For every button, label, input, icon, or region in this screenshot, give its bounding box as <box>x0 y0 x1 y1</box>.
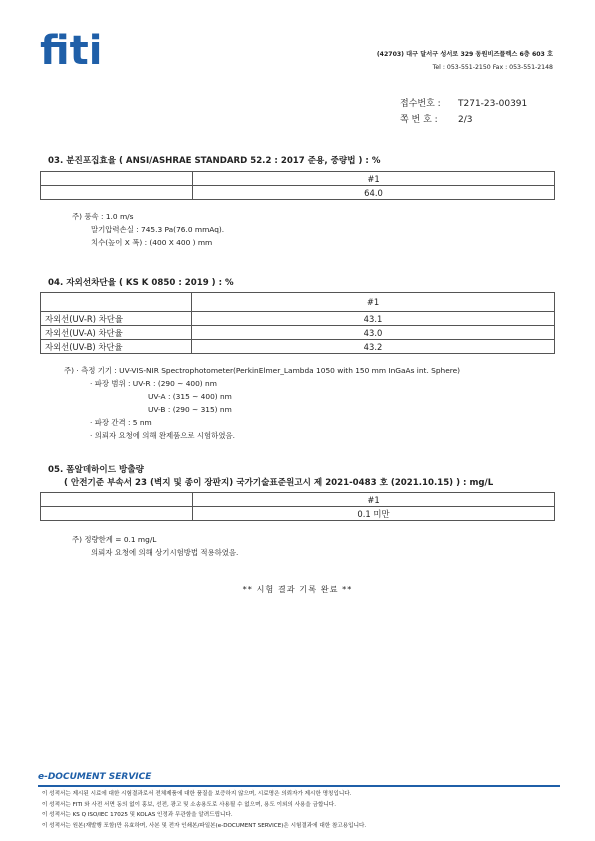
section5-heading: 05. 폼알데하이드 방출량 <box>48 465 144 475</box>
section3-note: 주) 풍속 : 1.0 m/s <box>72 212 134 221</box>
section3-note: 치수(높이 X 폭) : (400 X 400 ) mm <box>91 238 213 247</box>
end-of-results: ** 시험 결과 기록 완료 ** <box>242 584 353 594</box>
logo-wordmark: fiti <box>40 30 103 72</box>
uv-b-value: 43.2 <box>192 340 555 354</box>
receipt-number-label: 접수번호 : <box>400 99 441 109</box>
section4-table <box>40 292 555 354</box>
contact-text: Tel : 053-551-2150 Fax : 053-551-2148 <box>432 64 553 71</box>
section3-table <box>40 171 555 200</box>
section5-notes <box>72 533 238 559</box>
section5-table <box>40 492 555 521</box>
section4-notes <box>64 364 460 442</box>
section4-col-header: #1 <box>192 293 555 312</box>
footer-notes <box>42 789 366 831</box>
fiti-logo <box>40 30 136 72</box>
uv-r-value: 43.1 <box>192 312 555 326</box>
section4-note: · 의뢰자 요청에 의해 완제품으로 시험하였음. <box>90 431 235 440</box>
section4-note: · 파장 범위 : UV-R : (290 ~ 400) nm <box>90 379 217 388</box>
uv-b-label: 자외선(UV-B) 차단율 <box>41 340 192 354</box>
e-document-service-title: e-DOCUMENT SERVICE <box>38 772 152 782</box>
section5-note: 의뢰자 요청에 의해 상기시험방법 적용하였음. <box>91 548 239 557</box>
section4-note: 주) · 측정 기기 : UV-VIS-NIR Spectrophotometer(PerkinElmer_Lambda 1050 with 150 mm InGaAs int. Sphere) <box>64 366 461 375</box>
section3-note: 말기압력손실 : 745.3 Pa(76.0 mmAq). <box>91 225 225 234</box>
receipt-info <box>400 96 527 128</box>
section5-col-header: #1 <box>193 493 555 507</box>
section3-notes <box>72 210 224 249</box>
section5-note: 주) 정량한계 = 0.1 mg/L <box>72 535 157 544</box>
table-row <box>41 326 555 340</box>
uv-r-label: 자외선(UV-R) 차단율 <box>41 312 192 326</box>
uv-a-value: 43.0 <box>192 326 555 340</box>
address-block <box>377 48 553 74</box>
table-row <box>41 340 555 354</box>
footer-note: 이 성적서는 KS Q ISO/IEC 17025 및 KOLAS 인정과 무관함을 알려드립니다. <box>42 812 233 818</box>
section4-heading: 04. 자외선차단율 ( KS K 0850 : 2019 ) : % <box>48 278 234 288</box>
section4-note: · 파장 간격 : 5 nm <box>90 418 152 427</box>
page-number-label: 쪽 번 호 : <box>400 115 438 125</box>
footer-note: 이 성적서는 원본(재발행 포함)만 유효하며, 사본 및 전자 인쇄본/파일본(e-DOCUMENT SERVICE)은 시험결과에 대한 참고용입니다. <box>42 822 367 829</box>
footer-note: 이 성적서는 제시된 시료에 대한 시험결과로서 전체제품에 대한 품질을 보증하지 않으며, 시료명은 의뢰자가 제시한 명칭입니다. <box>42 791 352 797</box>
section4-note: UV-B : (290 ~ 315) nm <box>148 405 232 414</box>
footer-divider <box>38 785 560 787</box>
section3-heading: 03. 분진포집효율 ( ANSI/ASHRAE STANDARD 52.2 : 2017 준용, 중량법 ) : % <box>48 156 381 166</box>
section5-subheading: ( 안전기준 부속서 23 (벽지 및 종이 장판지) 국가기술표준원고시 제 2021-0483 호 (2021.10.15) ) : mg/L <box>64 478 494 488</box>
receipt-number-value: T271-23-00391 <box>458 99 528 109</box>
section4-note: UV-A : (315 ~ 400) nm <box>148 392 232 401</box>
uv-a-label: 자외선(UV-A) 차단율 <box>41 326 192 340</box>
address-text: (42703) 대구 달서구 성서로 329 동원비즈플렉스 6층 603 호 <box>376 51 553 58</box>
footer-note: 이 성적서는 FITI 와 사전 서면 동의 없이 홍보, 선전, 광고 및 소송용도로 사용될 수 없으며, 용도 이외의 사용을 금합니다. <box>42 801 336 808</box>
section3-value: 64.0 <box>193 186 555 200</box>
section3-col-header: #1 <box>193 172 555 186</box>
table-row <box>41 312 555 326</box>
section5-value: 0.1 미만 <box>193 507 555 521</box>
page-number-value: 2/3 <box>458 115 473 125</box>
